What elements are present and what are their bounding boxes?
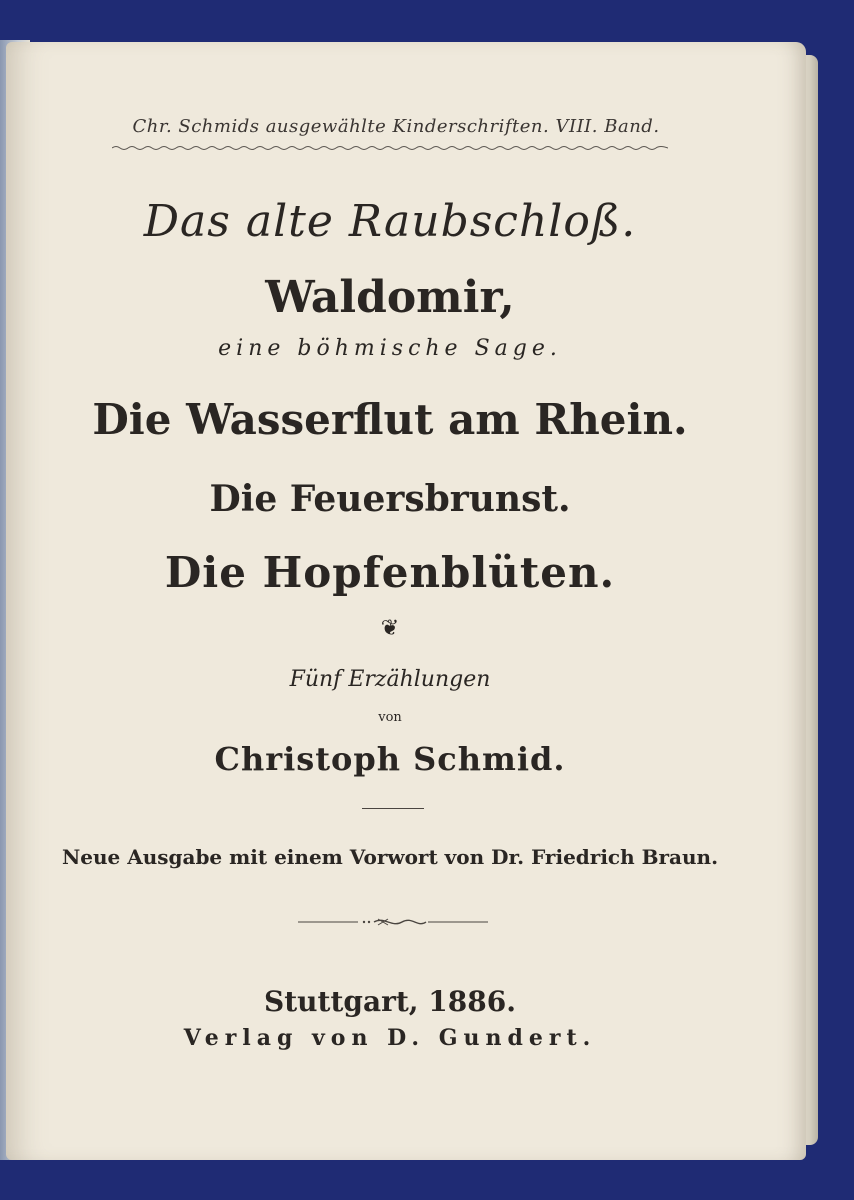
imprint-city-year: Stuttgart, 1886. bbox=[264, 985, 516, 1018]
title-feuersbrunst: Die Feuersbrunst. bbox=[209, 478, 571, 520]
subtitle-sage: eine böhmische Sage. bbox=[218, 336, 562, 361]
title-waldomir: Waldomir, bbox=[265, 272, 515, 323]
imprint-publisher: Verlag von D. Gundert. bbox=[183, 1025, 597, 1051]
author-name: Christoph Schmid. bbox=[214, 740, 566, 778]
von-label: von bbox=[378, 710, 402, 725]
title-raubschloss: Das alte Raubschloß. bbox=[143, 196, 637, 247]
ornamental-divider bbox=[298, 916, 488, 928]
short-divider bbox=[362, 808, 424, 809]
edition-note: Neue Ausgabe mit einem Vorwort von Dr. Friedrich Braun. bbox=[61, 845, 719, 869]
series-header: Chr. Schmids ausgewählte Kinderschriften. VIII. Band. bbox=[132, 116, 660, 137]
five-stories-label: Fünf Erzählungen bbox=[289, 667, 491, 692]
header-wavy-rule bbox=[112, 145, 668, 151]
fleuron-icon: ❦ bbox=[380, 616, 400, 641]
title-hopfenblueten: Die Hopfenblüten. bbox=[164, 548, 616, 597]
title-wasserflut: Die Wasserflut am Rhein. bbox=[92, 395, 688, 444]
